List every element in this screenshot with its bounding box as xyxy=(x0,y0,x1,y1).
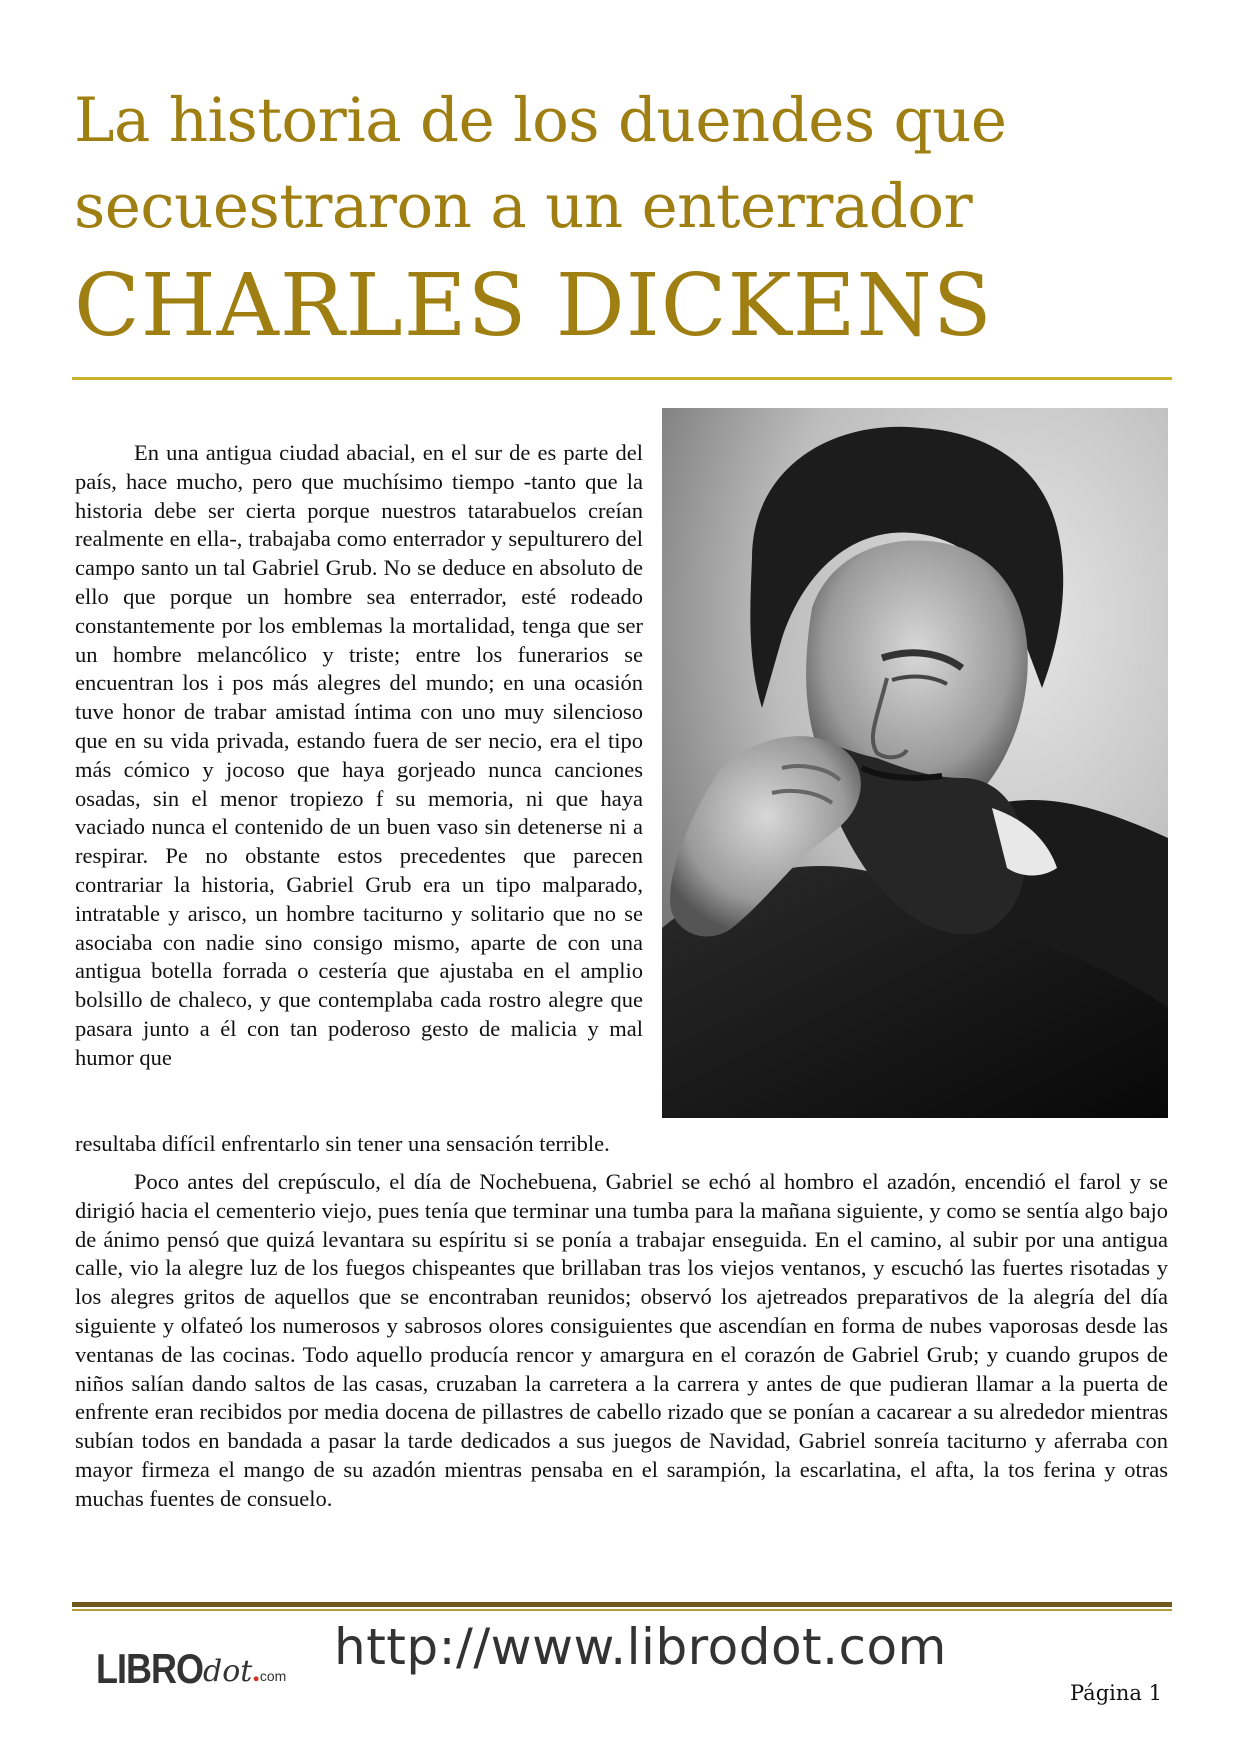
logo-dot-text: dot xyxy=(203,1654,253,1689)
author-name: CHARLES DICKENS xyxy=(74,256,993,356)
paragraph-1 xyxy=(75,439,643,1073)
footer-divider xyxy=(72,1602,1172,1607)
logo-dot-mark: . xyxy=(252,1655,260,1688)
logo-libro-text: LIBRO xyxy=(96,1644,203,1692)
footer-url: http://www.librodot.com xyxy=(334,1618,947,1676)
title-line-2: secuestraron a un enterrador xyxy=(74,171,973,242)
page-number: Página 1 xyxy=(1070,1681,1162,1705)
paragraph-2-text: Poco antes del crepúsculo, el día de Nochebuena, Gabriel se echó al hombro el azadón, encendió el farol y se dirigió hacia el cementerio viejo, pues tenía que terminar una tumba para la mañana siguiente, y como se sentía algo bajo de ánimo pensó que quizá levantara su espíritu si se ponía a trabajar enseguida. En el camino, al subir por una antigua calle, vio la alegre luz de los fuegos chispeantes que brillaban tras los viejos ventanos, y escuchó las fuertes risotadas y los alegres gritos de aquellos que se encontraban reunidos; observó los ajetreados preparativos de la alegría del día siguiente y olfateó los numerosos y sabrosos olores consiguientes que ascendían en forma de nubes vaporosas desde las ventanas de las cocinas. Todo aquello producía rencor y amargura en el corazón de Gabriel Grub; y cuando grupos de niños salían dando saltos de las casas, cruzaban la carretera a la carrera y antes de que pudieran llamar a la puerta de enfrente eran recibidos por media docena de pillastres de cabello rizado que se ponían a cacarear a su alrededor mientras subían todos en bandada a pasar la tarde dedicados a sus juegos de Navidad, Gabriel sonreía taciturno y aferraba con mayor firmeza el mango de su azadón mientras pensaba en el sarampión, la escarlatina, el afta, la tos ferina y otras muchas fuentes de consuelo. xyxy=(75,1169,1168,1511)
document-title xyxy=(74,78,1174,360)
title-line-1: La historia de los duendes que xyxy=(74,85,1007,156)
paragraph-1-last-line: resultaba difícil enfrentarlo sin tener una sensación terrible. xyxy=(75,1131,610,1156)
author-portrait xyxy=(662,408,1168,1118)
logo-com-text: com xyxy=(259,1668,287,1684)
librodot-logo xyxy=(96,1644,287,1692)
portrait-illustration xyxy=(662,408,1168,1118)
footer-divider-thin xyxy=(72,1609,1172,1611)
paragraph-2 xyxy=(75,1168,1168,1514)
paragraph-1-text: En una antigua ciudad abacial, en el sur de es parte del país, hace mucho, pero que muchísimo tiempo -tanto que la historia debe ser cierta porque nuestros tatarabuelos creían realmente en ella-, trabajaba como enterrador y sepulturero del campo santo un tal Gabriel Grub. No se deduce en absoluto de ello que porque un hombre sea enterrador, esté rodeado constantemente por los emblemas la mortalidad, tenga que ser un hombre melancólico y triste; entre los funerarios se encuentran los i pos más alegres del mundo; en una ocasión tuve honor de trabar amistad íntima con uno muy silencioso que en su vida privada, estando fuera de ser necio, era el tipo más cómico y jocoso que haya gorjeado nunca canciones osadas, sin el menor tropiezo f su memoria, ni que haya vaciado nunca el contenido de un buen vaso sin detenerse ni a respirar. Pe no obstante estos precedentes que parecen contrariar la historia, Gabriel Grub era un tipo malparado, intratable y arisco, un hombre taciturno y solitario que no se asociaba con nadie sino consigo mismo, aparte de con una antigua botella forrada o cestería que ajustaba en el amplio bolsillo de chaleco, y que contemplaba cada rostro alegre que pasara junto a él con tan poderoso gesto de malicia y mal humor que xyxy=(75,440,643,1070)
title-divider xyxy=(72,377,1172,380)
